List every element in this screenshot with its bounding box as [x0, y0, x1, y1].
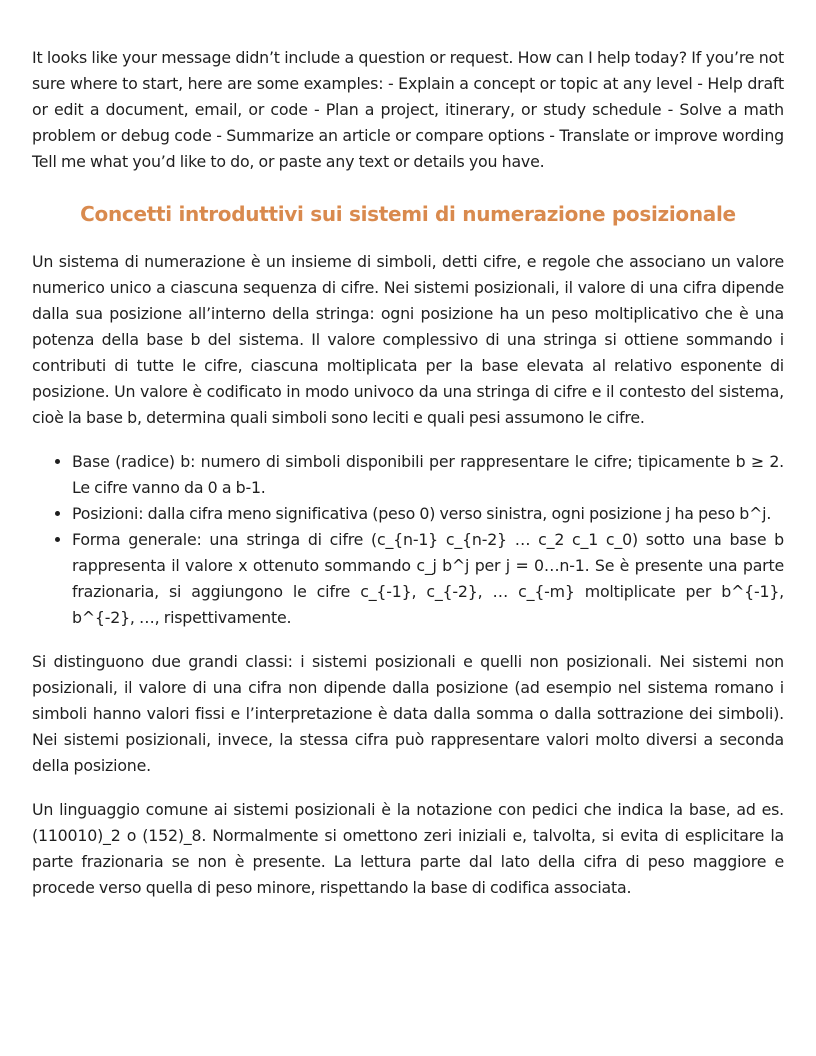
- body-paragraph: Si distinguono due grandi classi: i sistemi posizionali e quelli non posizionali. Nei sistemi non posizionali, il valore di una cifra non dipende dalla posizione (ad esempio nel sistema romano i simboli hanno valori fissi e l’interpretazione è data dalla somma o dalla sottrazione dei simboli). Nei sistemi posizionali, invece, la stessa cifra può rappresentare valori molto diversi a seconda della posizione.: [32, 652, 784, 775]
- list-item: • Posizioni: dalla cifra meno significativa (peso 0) verso sinistra, ogni posizione j ha peso b^j.: [72, 501, 784, 527]
- intro-paragraph: It looks like your message didn’t include a question or request. How can I help today? If you’re not sure where to start, here are some examples: - Explain a concept or topic at any level - Help draft or edit a document, email, or code - Plan a project, itinerary, or study schedule - Solve a math problem or debug code - Summarize an article or compare options - Translate or improve wording Tell me what you’d like to do, or paste any text or details you have.: [32, 48, 784, 171]
- list-item: • Forma generale: una stringa di cifre (c_{n-1} c_{n-2} … c_2 c_1 c_0) sotto una base b rappresenta il valore x ottenuto sommando c_j b^j per j = 0…n-1. Se è presente una parte frazionaria, si aggiungono le cifre c_{-1}, c_{-2}, … c_{-m} moltiplicate per b^{-1}, b^{-2}, …, rispettivamente.: [72, 527, 784, 631]
- body-paragraph: Un sistema di numerazione è un insieme di simboli, detti cifre, e regole che associano un valore numerico unico a ciascuna sequenza di cifre. Nei sistemi posizionali, il valore di una cifra dipende dalla sua posizione all’interno della stringa: ogni posizione ha un peso moltiplicativo che è una potenza della base b del sistema. Il valore complessivo di una stringa si ottiene sommando i contributi di tutte le cifre, ciascuna moltiplicata per la base elevata al relativo esponente di posizione. Un valore è codificato in modo univoco da una stringa di cifre e il contesto del sistema, cioè la base b, determina quali simboli sono leciti e quali pesi assumono le cifre.: [32, 252, 784, 427]
- section-heading: Concetti introduttivi sui sistemi di numerazione posizionale: [80, 202, 736, 226]
- list-item: • Base (radice) b: numero di simboli disponibili per rappresentare le cifre; tipicamente b ≥ 2. Le cifre vanno da 0 a b-1.: [72, 449, 784, 501]
- body-paragraph: Un linguaggio comune ai sistemi posizionali è la notazione con pedici che indica la base, ad es. (110010)_2 o (152)_8. Normalmente si omettono zeri iniziali e, talvolta, si evita di esplicitare la parte frazionaria se non è presente. La lettura parte dal lato della cifra di peso maggiore e procede verso quella di peso minore, rispettando la base di codifica associata.: [32, 800, 784, 897]
- bullet-list: [32, 449, 784, 631]
- document-page: [32, 45, 784, 901]
